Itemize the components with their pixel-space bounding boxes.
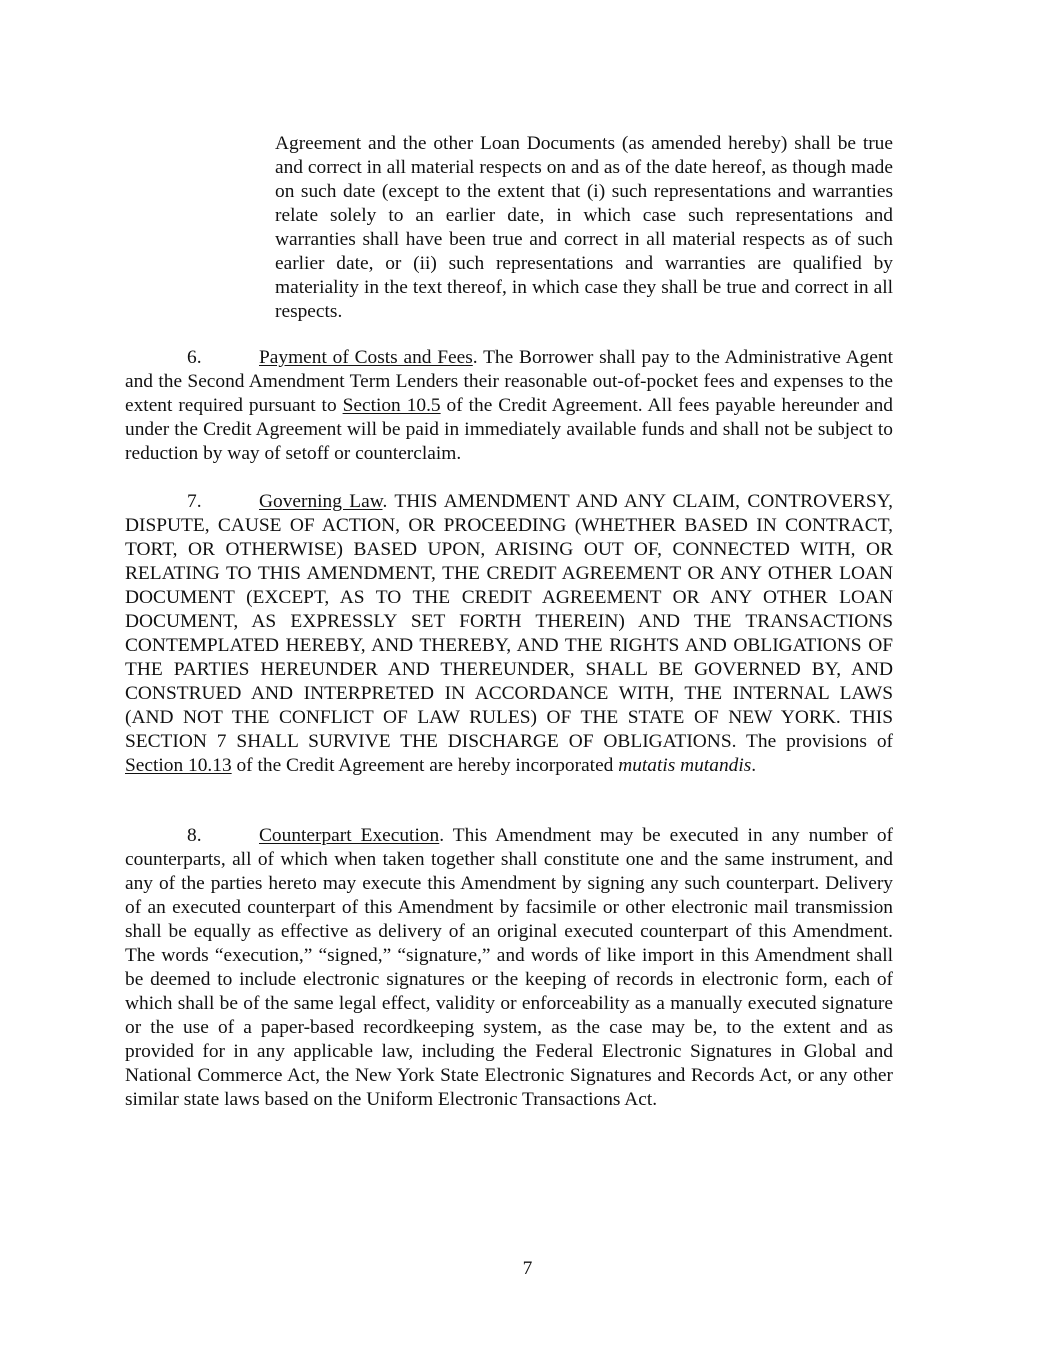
section-number: 8. (187, 825, 202, 846)
section-text: of the Credit Agreement are hereby incorporated (231, 755, 619, 776)
page-number: 7 (522, 1258, 533, 1279)
section-heading: Payment of Costs and Fees (259, 347, 473, 368)
section-8-counterpart-execution (125, 824, 893, 1112)
section-heading: Counterpart Execution (259, 825, 440, 846)
continued-paragraph-text: Agreement and the other Loan Documents (as amended hereby) shall be true and correct in all material respects on and as of the date hereof, as though made on such date (except to the extent that (i) such representations and warranties relate solely to an earlier date, in which case such representations and warranties shall have been true and correct in all material respects as of such earlier date, or (ii) such representations and warranties are qualified by materiality in the text thereof, in which case they shall be true and correct in all respects. (275, 133, 893, 322)
section-7-governing-law (125, 490, 893, 778)
continued-paragraph (275, 132, 893, 324)
section-text: . (751, 755, 757, 776)
section-number: 6. (187, 347, 202, 368)
section-number: 7. (187, 491, 202, 512)
section-reference: Section 10.13 (125, 755, 232, 776)
section-heading: Governing Law (259, 491, 383, 512)
section-text: . This Amendment may be executed in any number of counterparts, all of which when taken together shall constitute one and the same instrument, and any of the parties hereto may execute this Amendment by signing any such counterpart. Delivery of an executed counterpart of this Amendment by facsimile or other electronic mail transmission shall be equally as effective as delivery of an original executed counterpart of this Amendment. The words “execution,” “signed,” “signature,” and words of like import in this Amendment shall be deemed to include electronic signatures or the keeping of records in electronic form, each of which shall be of the same legal effect, validity or enforceability as a manually executed signature or the use of a paper-based recordkeeping system, as the case may be, to the extent and as provided for in any applicable law, including the Federal Electronic Signatures in Global and National Commerce Act, the New York State Electronic Signatures and Records Act, or any other similar state laws based on the Uniform Electronic Transactions Act. (125, 825, 894, 1110)
section-text: . The Borrower shall pay to the Administrative Agent and the Second Amendment Term Lenders their reasonable out-of-pocket fees and expenses to the extent required pursuant to (125, 347, 893, 416)
latin-phrase: mutatis mutandis (618, 755, 752, 776)
section-text: . THIS AMENDMENT AND ANY CLAIM, CONTROVERSY, DISPUTE, CAUSE OF ACTION, OR PROCEEDING (WHETHER BASED IN CONTRACT, TORT, OR OTHERWISE) BASED UPON, ARISING OUT OF, CONNECTED WITH, OR RELATING TO THIS AMENDMENT, THE CREDIT AGREEMENT OR ANY OTHER LOAN DOCUMENT (EXCEPT, AS TO THE CREDIT AGREEMENT OR ANY OTHER LOAN DOCUMENT, AS EXPRESSLY SET FORTH THEREIN) AND THE TRANSACTIONS CONTEMPLATED HEREBY, AND THEREBY, AND THE RIGHTS AND OBLIGATIONS OF THE PARTIES HEREUNDER AND THEREUNDER, SHALL BE GOVERNED BY, AND CONSTRUED AND INTERPRETED IN ACCORDANCE WITH, THE INTERNAL LAWS (AND NOT THE CONFLICT OF LAW RULES) OF THE STATE OF NEW YORK. THIS SECTION 7 SHALL SURVIVE THE DISCHARGE OF OBLIGATIONS. The provisions of (125, 491, 893, 752)
section-6-payment-of-costs (125, 346, 893, 466)
section-text: of the Credit Agreement. All fees payable hereunder and under the Credit Agreement will be paid in immediately available funds and shall not be subject to reduction by way of setoff or counterclaim. (125, 395, 893, 464)
section-reference: Section 10.5 (342, 395, 441, 416)
